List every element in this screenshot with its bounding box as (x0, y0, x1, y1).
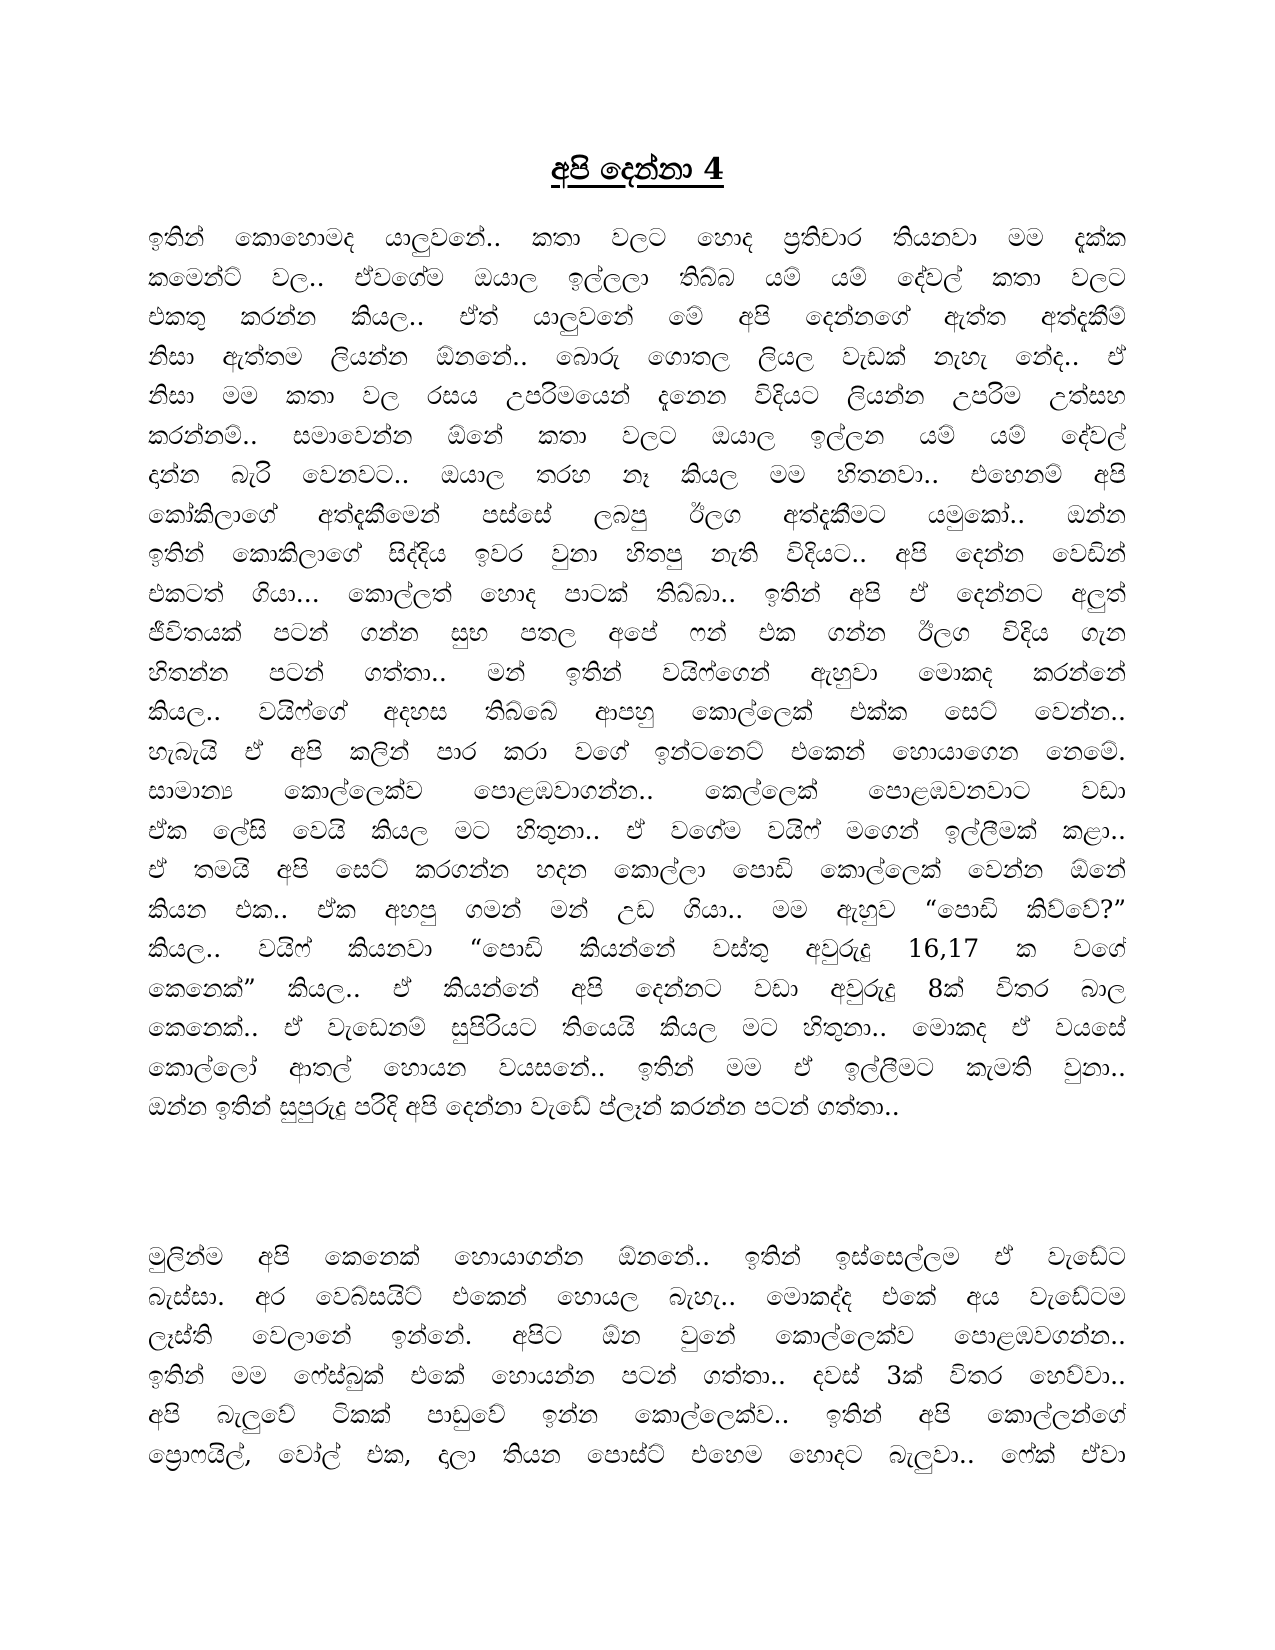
text-line: නිසා මම කතා වල රසය උපරිමයෙන් දැනෙන විදියට ලියන්න උපරිම උත්සහ (148, 381, 1126, 410)
text-line: ඉතින් මම ෆේස්බුක් එකේ හොයන්න පටන් ගත්තා.. දවස් 3ක් විතර හෙව්වා.. (148, 1360, 1126, 1390)
paragraph-2 (148, 1237, 1126, 1474)
text-line: හැබැයි ඒ අපි කලින් පාර කරා වගේ ඉන්ටනෙට් එකෙන් හොයාගෙන නෙමේ. (148, 736, 1126, 766)
text-line: ඔන්න ඉතින් සුපුරුදු පරිදි අපි දෙන්නා වැඩේ ප්ලෑන් කරන්න පටන් ගත්තා.. (148, 1092, 900, 1121)
text-line: මුලින්ම අපි කෙනෙක් හොයාගන්න ඕනනේ.. ඉතින් ඉස්සෙල්ලම ඒ වැඩේට (148, 1242, 1126, 1271)
text-line: එකතු කරන්න කියල.. ඒත් යාලුවනේ මේ අපි දෙන්නගේ ඇත්ත අත්දැකීම් (148, 302, 1126, 331)
text-line: කියල.. වයිෆ්ගේ අදහස තිබ්බේ ආපහු කොල්ලෙක් එක්ක සෙට් වෙන්න.. (148, 697, 1126, 726)
text-line: කෙනෙක්.. ඒ වැඩෙනම් සුපිරියට තියෙයි කියල මට හිතුනා.. මොකද ඒ වයසේ (148, 1013, 1126, 1042)
text-line: කෝකිලාගේ අත්දැකීමෙන් පස්සේ ලබපු ඊලග අත්දැකීමට යමුකෝ.. ඔන්න (148, 499, 1126, 529)
text-line: ඉතින් කොහොමද යාලුවනේ.. කතා වලට හොද ප්‍රතිචාර තියනවා මම දැක්ක (148, 223, 1126, 252)
text-line: එකටත් ගියා... කොල්ලත් හොද පාටක් තිබ්බා.. ඉතින් අපි ඒ දෙන්නට අලුත් (148, 578, 1126, 608)
text-line: ලෑස්ති වෙලානේ ඉන්නේ. අපිට ඕන වුනේ කොල්ලෙක්ව පොළඹවගන්න.. (148, 1321, 1126, 1350)
text-line: කෙනෙක්” කියල.. ඒ කියන්නේ අපි දෙන්නට වඩා අවුරුදු 8ක් විතර බාල (148, 973, 1126, 1003)
text-line: කමෙන්ට් වල.. ඒවගේම ඔයාල ඉල්ලලා තිබ්බ යම් යම් දේවල් කතා වලට (148, 262, 1126, 292)
page-title: අපි දෙන්නා 4 (551, 152, 724, 187)
text-line: ඒ තමයි අපි සෙට් කරගන්න හදන කොල්ලා පොඩි කොල්ලෙක් වෙන්න ඕනේ (148, 855, 1126, 884)
text-line: ප්‍රොෆයිල්, වෝල් එක, දාලා තියන පොස්ට් එහෙම හොදට බැලුවා.. ෆේක් ඒවා (148, 1439, 1126, 1469)
text-line: ඒක ලේසි වෙයි කියල මට හිතුනා.. ඒ වගේම වයිෆ් මගෙන් ඉල්ලීමක් කළා.. (148, 815, 1126, 845)
text-line: කරන්නම්.. සමාවෙන්න ඕනේ කතා වලට ඔයාල ඉල්ලන යම් යම් දේවල් (148, 420, 1126, 450)
text-line: අපි බැලුවේ ටිකක් පාඩුවේ ඉන්න කොල්ලෙක්ව.. ඉතින් අපි කොල්ලන්ගේ (148, 1400, 1126, 1429)
text-line: දාන්න බැරි වෙනවට.. ඔයාල තරහ නෑ කියල මම හිතනවා.. එහෙනම් අපි (148, 460, 1126, 489)
text-line: හිතන්න පටන් ගත්තා.. මන් ඉතින් වයිෆ්ගෙන් ඇහුවා මොකද කරන්නේ (148, 657, 1126, 687)
paragraph-1 (148, 218, 1126, 1127)
text-line: නිසා ඇත්තම ලියන්න ඕනනේ.. බොරු ගොතල ලියල වැඩක් නැහැ නේද.. ඒ (148, 341, 1126, 371)
text-line: බැස්සා. අර වෙබ්සයිට් එකෙන් හොයල බැහැ.. මොකද්ද එකේ අය වැඩේටම (148, 1281, 1126, 1311)
text-line: කියන එක.. ඒක අහපු ගමන් මන් උඩ ගියා.. මම ඇහුව “පොඩි කිව්වේ?” (148, 894, 1126, 924)
text-line: ඉතින් කොකිලාගේ සිද්දිය ඉවර වුනා හිතපු නැති විදියට.. අපි දෙන්න වෙඩින් (148, 539, 1126, 568)
text-line: සාමාන්‍ය කොල්ලෙක්ව පොළඹවාගන්න.. කෙල්ලෙක් පොළඹවනවාට වඩා (148, 776, 1126, 805)
text-line: කොල්ලෝ ආතල් හොයන වයසනේ.. ඉතින් මම ඒ ඉල්ලීමට කැමති වුනා.. (148, 1052, 1126, 1082)
text-line: කියල.. වයිෆ් කියනවා “පොඩි කියන්නේ වස්තු අවුරුදු 16,17 ක වගේ (148, 934, 1126, 963)
text-line: ජීවිතයක් පටන් ගන්න සුභ පතල අපේ ෆන් එක ගන්න ඊලග විදිය ගැන (148, 618, 1126, 647)
